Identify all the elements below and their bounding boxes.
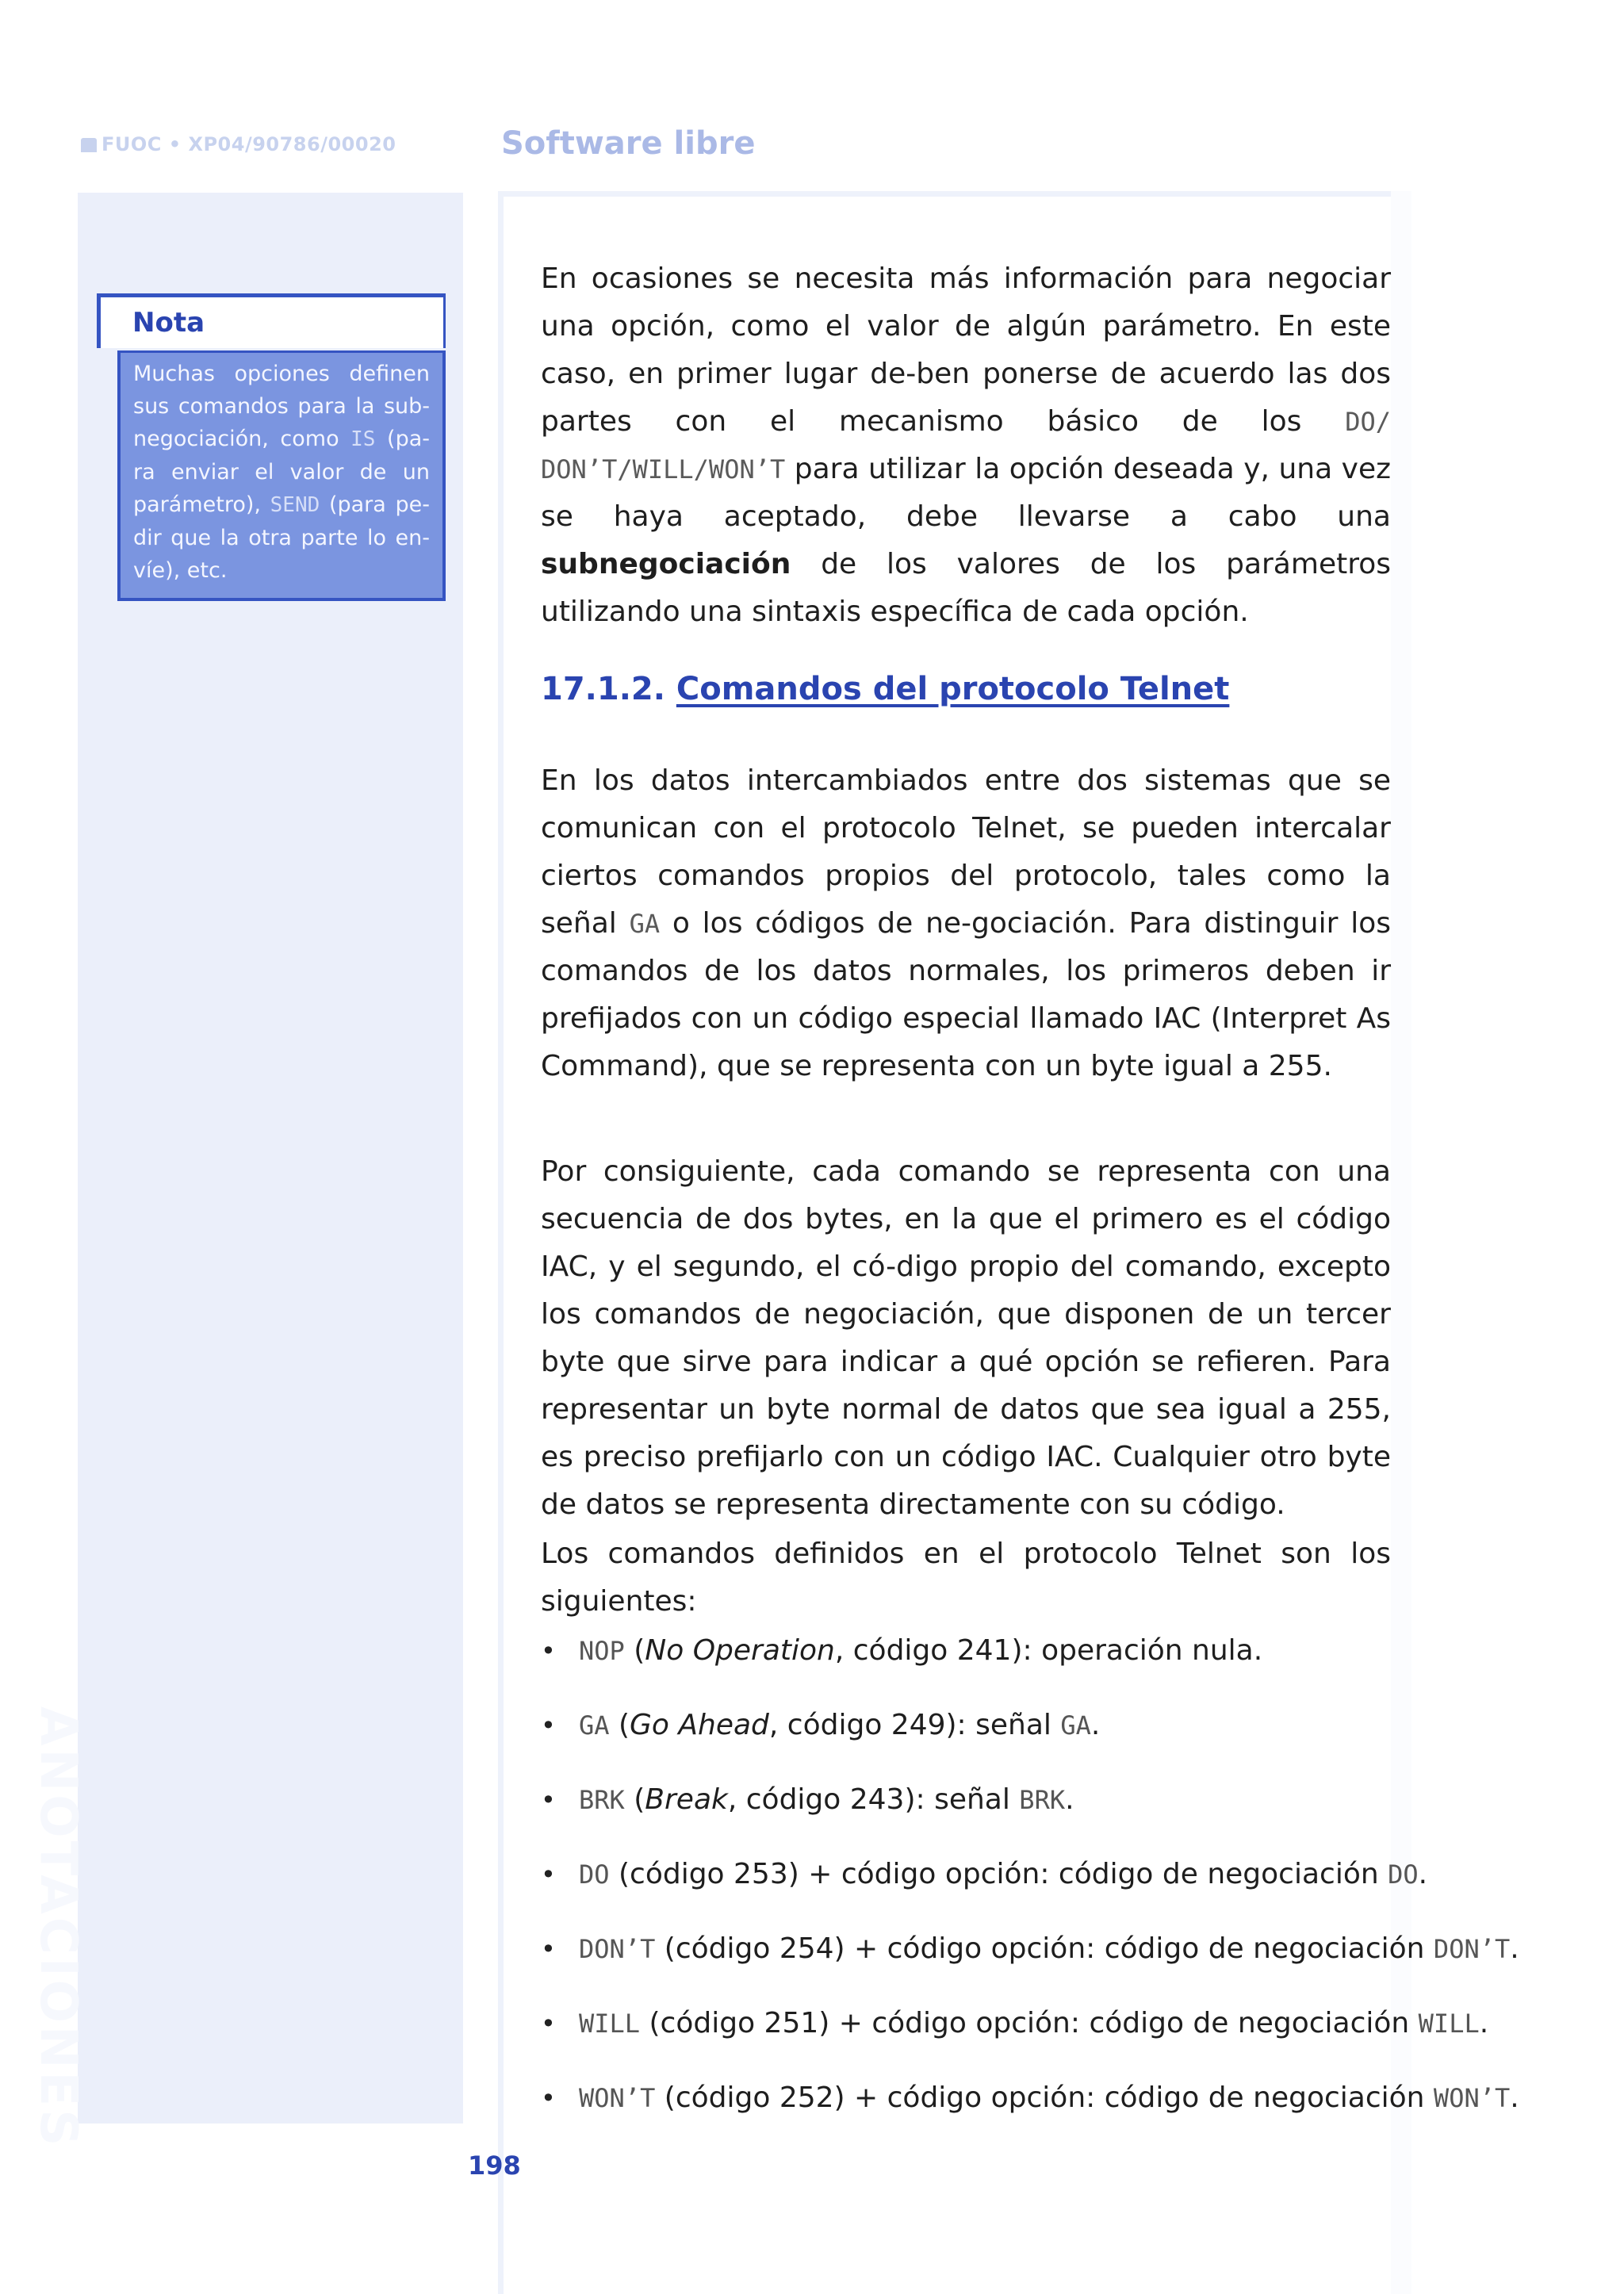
content-frame-top bbox=[498, 191, 1391, 197]
command-item: • BRK (Break, código 243): señal BRK. bbox=[541, 1776, 1397, 1851]
paragraph-telnet-data: En los datos intercambiados entre dos sistemas que se comunican con el protocolo Telnet, se pueden intercalar ciertos comandos propios del protocolo, tales como la señal GA o los códigos de ne-gociación. Para distinguir los comandos de los datos normales, los primeros deben ir prefijados con un código especial llamado IAC (Interpret As Command), que se representa con un byte igual a 255. bbox=[541, 764, 1391, 1082]
book-title: Software libre bbox=[501, 125, 756, 162]
command-item: • GA (Go Ahead, código 249): señal GA. bbox=[541, 1702, 1397, 1776]
commands-list bbox=[541, 1627, 1519, 2149]
note-title: Nota bbox=[132, 307, 205, 339]
section-title-text: Comandos del protocolo Telnet bbox=[676, 671, 1230, 707]
paragraph-command-sequence: Por consiguiente, cada comando se representa con una secuencia de dos bytes, en la que el primero es el código IAC, y el segundo, el có-digo propio del comando, excepto los comandos de negociación, que disponen de un tercer byte que sirve para indicar a qué opción se refieren. Para representar un byte normal de datos que sea igual a 255, es preciso prefijarlo con un código IAC. Cualquier otro byte de datos se representa directamente con su código. bbox=[541, 1155, 1391, 1521]
command-code: WILL bbox=[579, 2009, 641, 2039]
code-is: IS bbox=[350, 427, 376, 451]
code-send: SEND bbox=[270, 493, 320, 517]
code-negotiation-commands: DO/ DON’T/WILL/WON’T bbox=[541, 407, 1391, 484]
note-box bbox=[97, 293, 446, 601]
bold-term: subnegociación bbox=[541, 548, 791, 580]
section-number: 17.1.2. bbox=[541, 671, 665, 707]
page-number: 198 bbox=[468, 2150, 521, 2181]
fuoc-logo-icon bbox=[81, 138, 97, 152]
command-code: DON’T bbox=[579, 1934, 656, 1964]
code-ga: GA bbox=[629, 909, 661, 939]
content-frame-left bbox=[498, 191, 504, 2294]
publisher-header: FUOC • XP04/90786/00020 bbox=[81, 133, 396, 155]
command-code: GA bbox=[579, 1710, 610, 1741]
annotations-label: ANOTACIONES bbox=[29, 1706, 87, 2150]
command-code: DO bbox=[579, 1859, 610, 1890]
command-item: • DO (código 253) + código opción: código de negociación DO. bbox=[541, 1851, 1397, 1925]
command-item: • DON’T (código 254) + código opción: código de negociación DON’T. bbox=[541, 1925, 1397, 2000]
note-text: Muchas opciones definen sus comandos para la sub-negociación, como IS (pa-ra enviar el valor de un parámetro), SEND (para pe-dir que la otra parte lo en-víe), etc. bbox=[117, 350, 446, 601]
paragraph-commands-intro: Los comandos definidos en el protocolo Telnet son los siguientes: bbox=[541, 1538, 1391, 1618]
command-item: • WON’T (código 252) + código opción: código de negociación WON’T. bbox=[541, 2074, 1397, 2149]
command-code: WON’T bbox=[579, 2083, 656, 2113]
command-item: • NOP (No Operation, código 241): operación nula. bbox=[541, 1627, 1397, 1702]
command-code: BRK bbox=[579, 1785, 625, 1815]
paragraph-subnegotiation: En ocasiones se necesita más información para negociar una opción, como el valor de algún parámetro. En este caso, en primer lugar de-ben ponerse de acuerdo las dos partes con el mecanismo básico de los DO/ DON’T/WILL/WON’T para utilizar la opción deseada y, una vez se haya aceptado, debe llevarse a cabo una subnegociación de los valores de los parámetros utilizando una sintaxis específica de cada opción. bbox=[541, 262, 1391, 628]
note-header bbox=[97, 293, 446, 348]
command-code: NOP bbox=[579, 1636, 625, 1666]
section-heading bbox=[541, 671, 1229, 707]
command-item: • WILL (código 251) + código opción: código de negociación WILL. bbox=[541, 2000, 1397, 2074]
